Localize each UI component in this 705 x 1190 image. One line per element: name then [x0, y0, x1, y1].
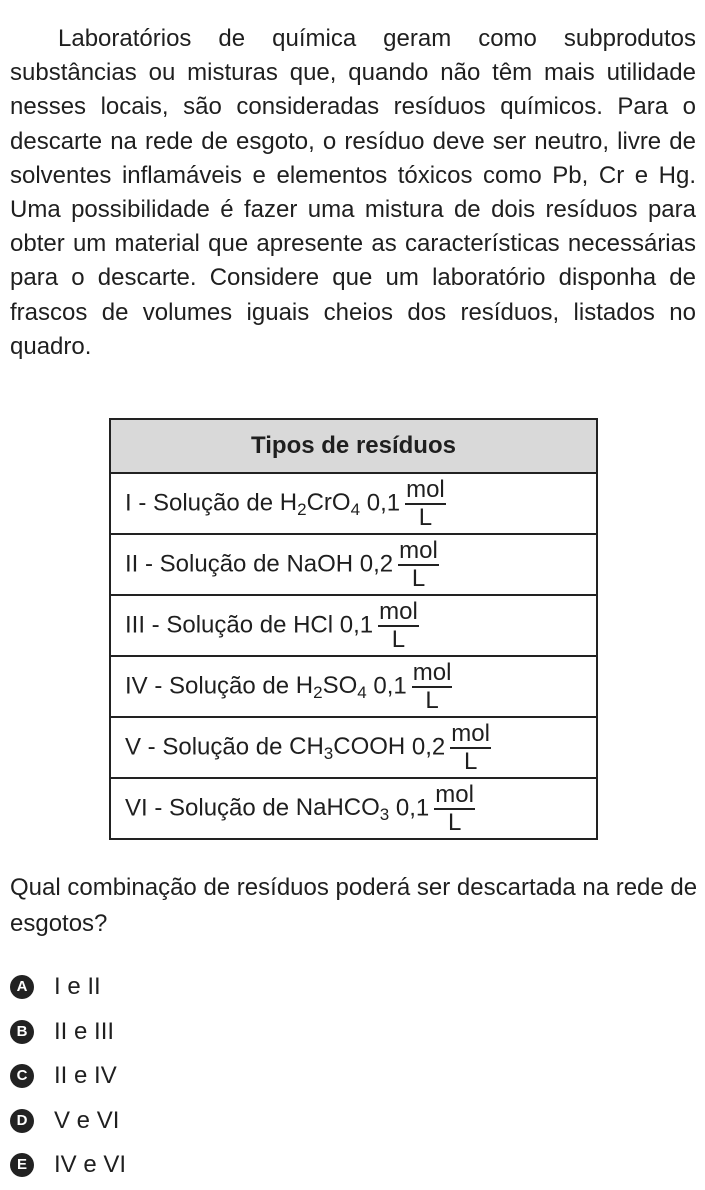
unit-fraction	[450, 719, 491, 775]
unit-numerator: mol	[435, 780, 474, 808]
table-row	[110, 595, 597, 656]
table-header: Tipos de resíduos	[110, 419, 597, 473]
concentration-value: 0,1	[366, 671, 407, 699]
unit-numerator: mol	[451, 719, 490, 747]
unit-denominator: L	[418, 503, 433, 531]
residue-cell	[110, 534, 597, 595]
unit-fraction	[434, 780, 475, 836]
option-text: IV e VI	[54, 1151, 127, 1179]
chemical-formula	[279, 488, 361, 519]
concentration-value: 0,2	[353, 549, 394, 577]
concentration-value: 0,2	[405, 732, 446, 760]
option-letter-badge: A	[10, 975, 34, 999]
residue-label: III - Solução de	[125, 610, 294, 638]
residue-cell	[110, 473, 597, 534]
table-header-row	[110, 419, 597, 473]
formula-part: CH	[289, 732, 324, 760]
residue-cell	[110, 595, 597, 656]
unit-fraction	[398, 536, 439, 592]
formula-part: CrO	[306, 488, 351, 516]
formula-part: HCl	[293, 610, 334, 638]
formula-subscript: 3	[379, 804, 390, 824]
option-letter-badge: B	[10, 1020, 34, 1044]
table-row	[110, 717, 597, 778]
formula-part: NaOH	[286, 549, 354, 577]
answer-option[interactable]	[10, 1143, 126, 1188]
chemical-formula	[289, 732, 406, 763]
formula-part: COOH	[333, 732, 406, 760]
concentration-value: 0,1	[360, 488, 401, 516]
chemical-formula	[293, 611, 333, 638]
formula-part: SO	[322, 671, 358, 699]
residue-cell	[110, 717, 597, 778]
option-letter-badge: E	[10, 1153, 34, 1177]
formula-subscript: 2	[313, 682, 323, 702]
option-text: V e VI	[54, 1106, 120, 1134]
chemical-formula	[286, 550, 353, 577]
residue-cell	[110, 778, 597, 839]
unit-numerator: mol	[412, 658, 452, 686]
option-letter-badge: C	[10, 1064, 34, 1088]
answer-option[interactable]	[10, 1010, 126, 1055]
unit-fraction	[378, 597, 419, 653]
answer-options	[10, 965, 126, 1188]
residue-label: V - Solução de	[125, 732, 290, 760]
unit-numerator: mol	[406, 475, 445, 503]
intro-paragraph: Laboratórios de química geram como subprodutos substâncias ou misturas que, quando não têm mais utilidade nesses locais, são consideradas resíduos químicos. Para o descarte na rede de esgoto, o resíduo deve ser neutro, livre de solventes inflamáveis e elementos tóxicos como Pb, Cr e Hg. Uma possibilidade é fazer uma mistura de dois resíduos para obter um material que apresente as características necessárias para o descarte. Considere que um laboratório disponha de frascos de volumes iguais cheios dos resíduos, listados no quadro.	[10, 25, 696, 360]
answer-option[interactable]	[10, 1054, 126, 1099]
formula-subscript: 3	[323, 743, 334, 763]
option-text: II e IV	[54, 1062, 117, 1090]
chemical-formula	[295, 671, 367, 702]
option-text: I e II	[54, 973, 101, 1001]
residue-label: IV - Solução de	[125, 671, 296, 699]
residue-cell	[110, 656, 597, 717]
table-row	[110, 473, 597, 534]
question-text: Qual combinação de resíduos poderá ser descartada na rede de esgotos?	[10, 874, 698, 937]
unit-denominator: L	[447, 808, 462, 836]
residue-label: II - Solução de	[125, 549, 287, 577]
unit-denominator: L	[425, 686, 439, 714]
unit-denominator: L	[411, 564, 426, 592]
formula-part: NaHCO	[295, 793, 380, 821]
residue-label: I - Solução de	[125, 488, 280, 516]
unit-denominator: L	[391, 625, 406, 653]
unit-fraction	[405, 475, 446, 531]
unit-denominator: L	[463, 747, 478, 775]
formula-subscript: 2	[297, 499, 307, 519]
unit-numerator: mol	[399, 536, 438, 564]
formula-part: H	[295, 671, 314, 699]
formula-part: H	[279, 488, 298, 516]
formula-subscript: 4	[350, 499, 361, 519]
chemical-formula	[295, 793, 390, 824]
table-row	[110, 778, 597, 839]
answer-option[interactable]	[10, 965, 126, 1010]
table-row	[110, 656, 597, 717]
residue-label: VI - Solução de	[125, 793, 296, 821]
residues-table	[109, 418, 598, 840]
unit-fraction	[412, 658, 453, 714]
option-letter-badge: D	[10, 1109, 34, 1133]
option-text: II e III	[54, 1017, 115, 1045]
formula-subscript: 4	[357, 682, 367, 702]
table-row	[110, 534, 597, 595]
concentration-value: 0,1	[333, 610, 374, 638]
unit-numerator: mol	[379, 597, 418, 625]
answer-option[interactable]	[10, 1099, 126, 1144]
concentration-value: 0,1	[389, 793, 430, 821]
